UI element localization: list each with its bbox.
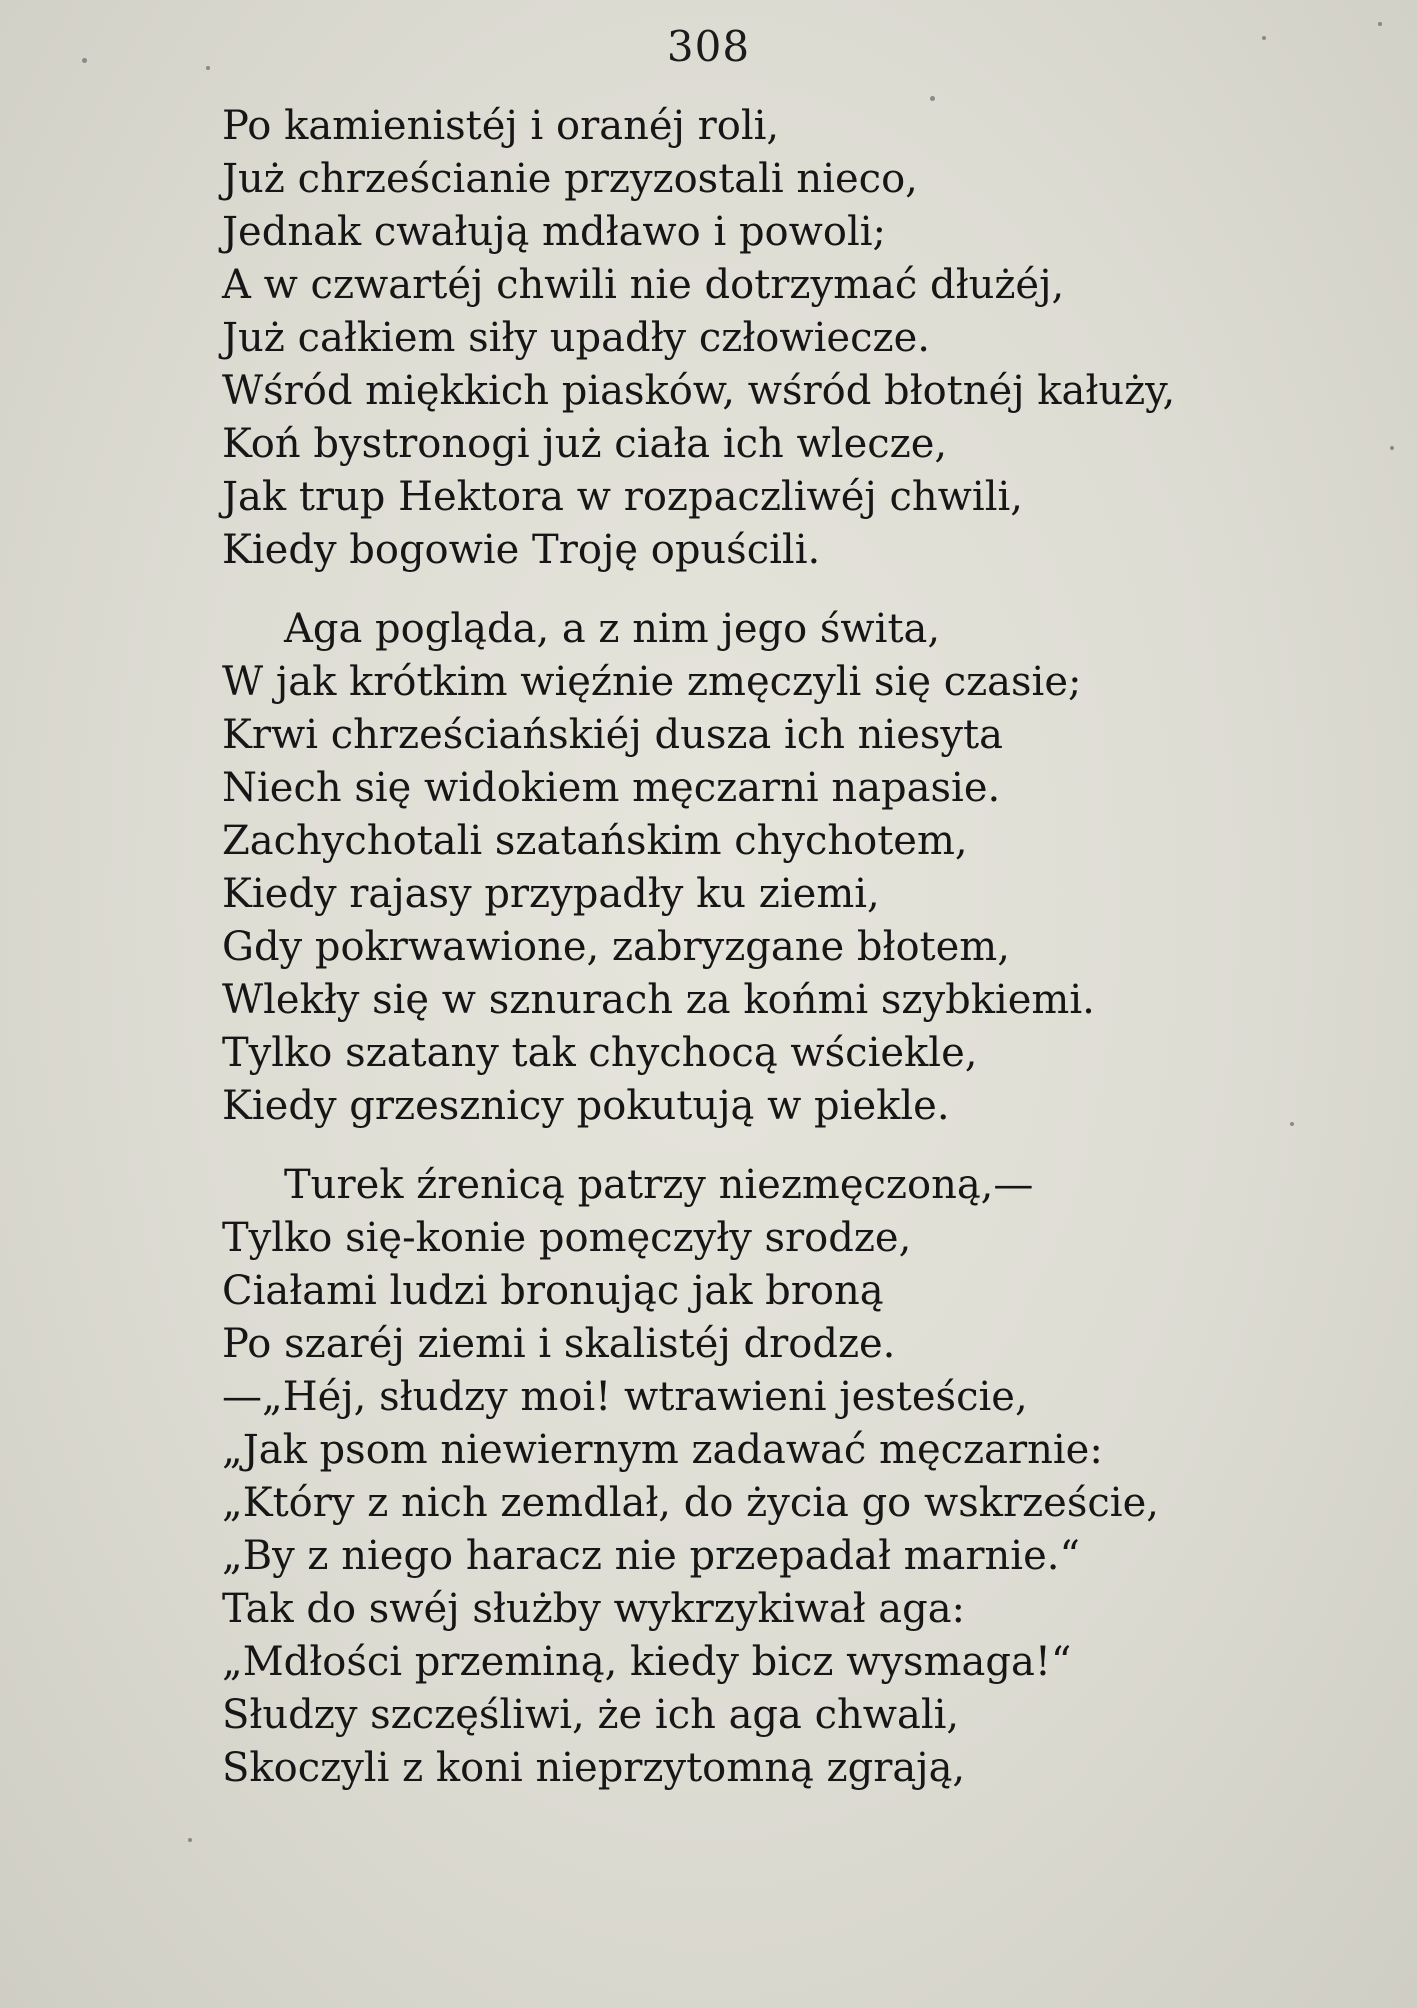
stanza-3 bbox=[222, 1159, 1352, 1795]
verse-line: Zachychotali szatańskim chychotem, bbox=[222, 818, 968, 864]
paper-speck bbox=[1262, 36, 1266, 40]
verse-line: Tak do swéj służby wykrzykiwał aga: bbox=[222, 1586, 966, 1632]
verse-line: Skoczyli z koni nieprzytomną zgrają, bbox=[222, 1745, 966, 1791]
verse-line: Ciałami ludzi bronując jak broną bbox=[222, 1268, 884, 1314]
paper-speck bbox=[82, 58, 87, 63]
paper-speck bbox=[1290, 1122, 1294, 1126]
verse-line: Jednak cwałują mdławo i powoli; bbox=[222, 209, 887, 255]
poem-text bbox=[222, 100, 1352, 1795]
paper-speck bbox=[1390, 446, 1394, 450]
verse-line: Kiedy rajasy przypadły ku ziemi, bbox=[222, 871, 880, 917]
verse-line: Tylko szatany tak chychocą wściekle, bbox=[222, 1030, 978, 1076]
paper-speck bbox=[930, 96, 935, 101]
verse-line: „Który z nich zemdlał, do życia go wskrzeście, bbox=[222, 1480, 1159, 1526]
verse-line: Kiedy bogowie Troję opuścili. bbox=[222, 527, 821, 573]
stanza-1 bbox=[222, 100, 1352, 577]
verse-line: Kiedy grzesznicy pokutują w piekle. bbox=[222, 1083, 950, 1129]
verse-line: Koń bystronogi już ciała ich wlecze, bbox=[222, 421, 948, 467]
verse-line: Gdy pokrwawione, zabryzgane błotem, bbox=[222, 924, 1010, 970]
verse-line: Wlekły się w sznurach za końmi szybkiemi. bbox=[222, 977, 1095, 1023]
paper-speck bbox=[188, 1838, 192, 1842]
verse-line: „Mdłości przeminą, kiedy bicz wysmaga!“ bbox=[222, 1639, 1072, 1685]
verse-line: Tylko się-konie pomęczyły srodze, bbox=[222, 1215, 912, 1261]
verse-line: Już całkiem siły upadły człowiecze. bbox=[222, 315, 930, 361]
paper-speck bbox=[1378, 22, 1382, 26]
verse-line: Turek źrenicą patrzy niezmęczoną,— bbox=[284, 1162, 1034, 1208]
verse-line: Po kamienistéj i oranéj roli, bbox=[222, 103, 780, 149]
verse-line: —„Héj, słudzy moi! wtrawieni jesteście, bbox=[222, 1374, 1028, 1420]
verse-line: „By z niego haracz nie przepadał marnie.“ bbox=[222, 1533, 1080, 1579]
paper-speck bbox=[206, 66, 210, 70]
stanza-2 bbox=[222, 603, 1352, 1133]
verse-line: Po szaréj ziemi i skalistéj drodze. bbox=[222, 1321, 896, 1367]
verse-line: A w czwartéj chwili nie dotrzymać dłużéj, bbox=[222, 262, 1065, 308]
verse-line: W jak krótkim więźnie zmęczyli się czasie; bbox=[222, 659, 1082, 705]
verse-line: Słudzy szczęśliwi, że ich aga chwali, bbox=[222, 1692, 960, 1738]
verse-line: Aga pogląda, a z nim jego świta, bbox=[284, 606, 941, 652]
verse-line: „Jak psom niewiernym zadawać męczarnie: bbox=[222, 1427, 1103, 1473]
verse-line: Niech się widokiem męczarni napasie. bbox=[222, 765, 1001, 811]
page-number: 308 bbox=[666, 22, 751, 71]
verse-line: Już chrześcianie przyzostali nieco, bbox=[222, 156, 918, 202]
verse-line: Wśród miękkich piasków, wśród błotnéj kałuży, bbox=[222, 368, 1176, 414]
verse-line: Krwi chrześciańskiéj dusza ich niesyta bbox=[222, 712, 1003, 758]
verse-line: Jak trup Hektora w rozpaczliwéj chwili, bbox=[222, 474, 1024, 520]
